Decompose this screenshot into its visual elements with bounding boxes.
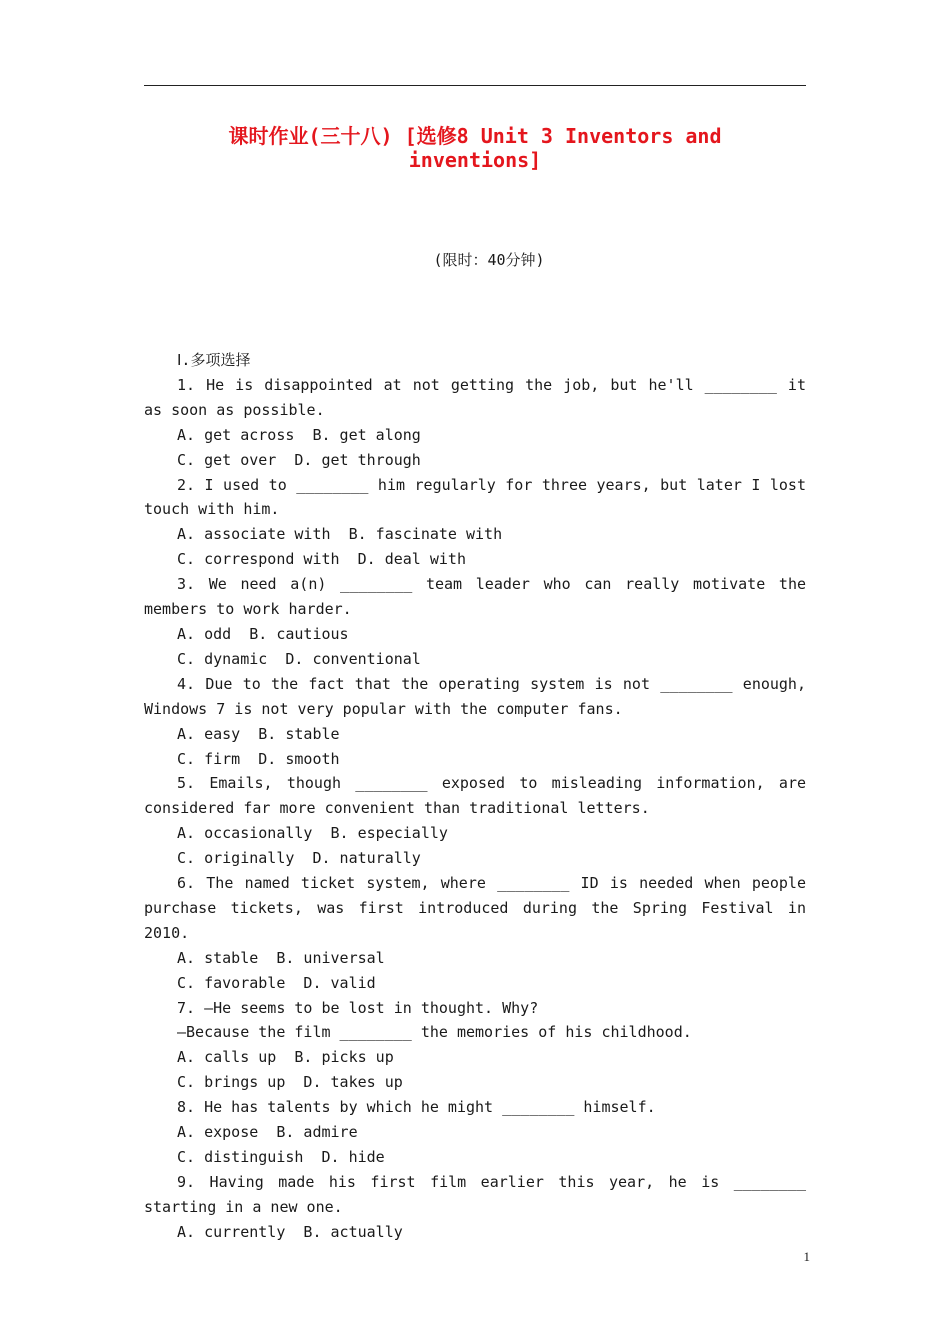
question-item	[144, 373, 806, 473]
question-item	[144, 1170, 806, 1245]
header-rule	[144, 85, 806, 86]
question-text: 7. —He seems to be lost in thought. Why?	[177, 998, 539, 1017]
page-title	[144, 124, 806, 172]
question-text: 3. We need a(n) ________ team leader who can really motivate the members to work harder.	[144, 575, 806, 619]
answer-options-row: C. favorable D. valid	[177, 973, 376, 992]
time-limit: (限时：40分钟)	[433, 251, 545, 269]
question-item	[144, 771, 806, 871]
dialogue-line: —Because the film ________ the memories of his childhood.	[177, 1023, 692, 1042]
question-text: 8. He has talents by which he might ________ himself.	[177, 1098, 656, 1117]
answer-options-row: C. firm D. smooth	[177, 749, 340, 768]
title-line-2: inventions]	[408, 148, 542, 172]
answer-options-row: A. expose B. admire	[177, 1123, 358, 1142]
question-item	[144, 572, 806, 672]
answer-options-row: C. distinguish D. hide	[177, 1148, 385, 1166]
question-text: 6. The named ticket system, where ________ ID is needed when people purchase tickets, was first introduced during the Spring Festival in 2010.	[144, 874, 806, 942]
answer-options-row: A. currently B. actually	[177, 1222, 403, 1241]
answer-options-row: C. get over D. get through	[177, 450, 421, 469]
title-line-1: 课时作业(三十八) [选修8 Unit 3 Inventors and	[228, 124, 722, 148]
section-heading: Ⅰ.多项选择	[177, 351, 251, 369]
page-number: 1	[803, 1249, 810, 1264]
answer-options-row: A. stable B. universal	[177, 948, 385, 967]
question-item	[144, 1095, 806, 1170]
question-section	[144, 348, 806, 1245]
question-text: 2. I used to ________ him regularly for three years, but later I lost touch with him.	[144, 475, 806, 519]
question-item	[144, 871, 806, 996]
answer-options-row: C. brings up D. takes up	[177, 1073, 403, 1092]
answer-options-row: A. odd B. cautious	[177, 624, 349, 643]
answer-options-row: A. get across B. get along	[177, 425, 421, 444]
answer-options-row: C. dynamic D. conventional	[177, 649, 421, 668]
answer-options-row: A. easy B. stable	[177, 724, 340, 743]
answer-options-row: C. originally D. naturally	[177, 849, 421, 868]
answer-options-row: A. calls up B. picks up	[177, 1048, 394, 1067]
question-item	[144, 672, 806, 772]
question-text: 9. Having made his first film earlier this year, he is ________ starting in a new one.	[144, 1172, 806, 1216]
answer-options-row: A. occasionally B. especially	[177, 824, 448, 843]
question-text: 5. Emails, though ________ exposed to misleading information, are considered far more convenient than traditional letters.	[144, 774, 806, 818]
question-text: 4. Due to the fact that the operating system is not ________ enough, Windows 7 is not very popular with the computer fans.	[144, 674, 806, 718]
question-text: 1. He is disappointed at not getting the job, but he'll ________ it as soon as possible.	[144, 375, 806, 419]
question-item	[144, 473, 806, 573]
answer-options-row: A. associate with B. fascinate with	[177, 525, 503, 544]
question-item	[144, 996, 806, 1096]
answer-options-row: C. correspond with D. deal with	[177, 550, 466, 569]
